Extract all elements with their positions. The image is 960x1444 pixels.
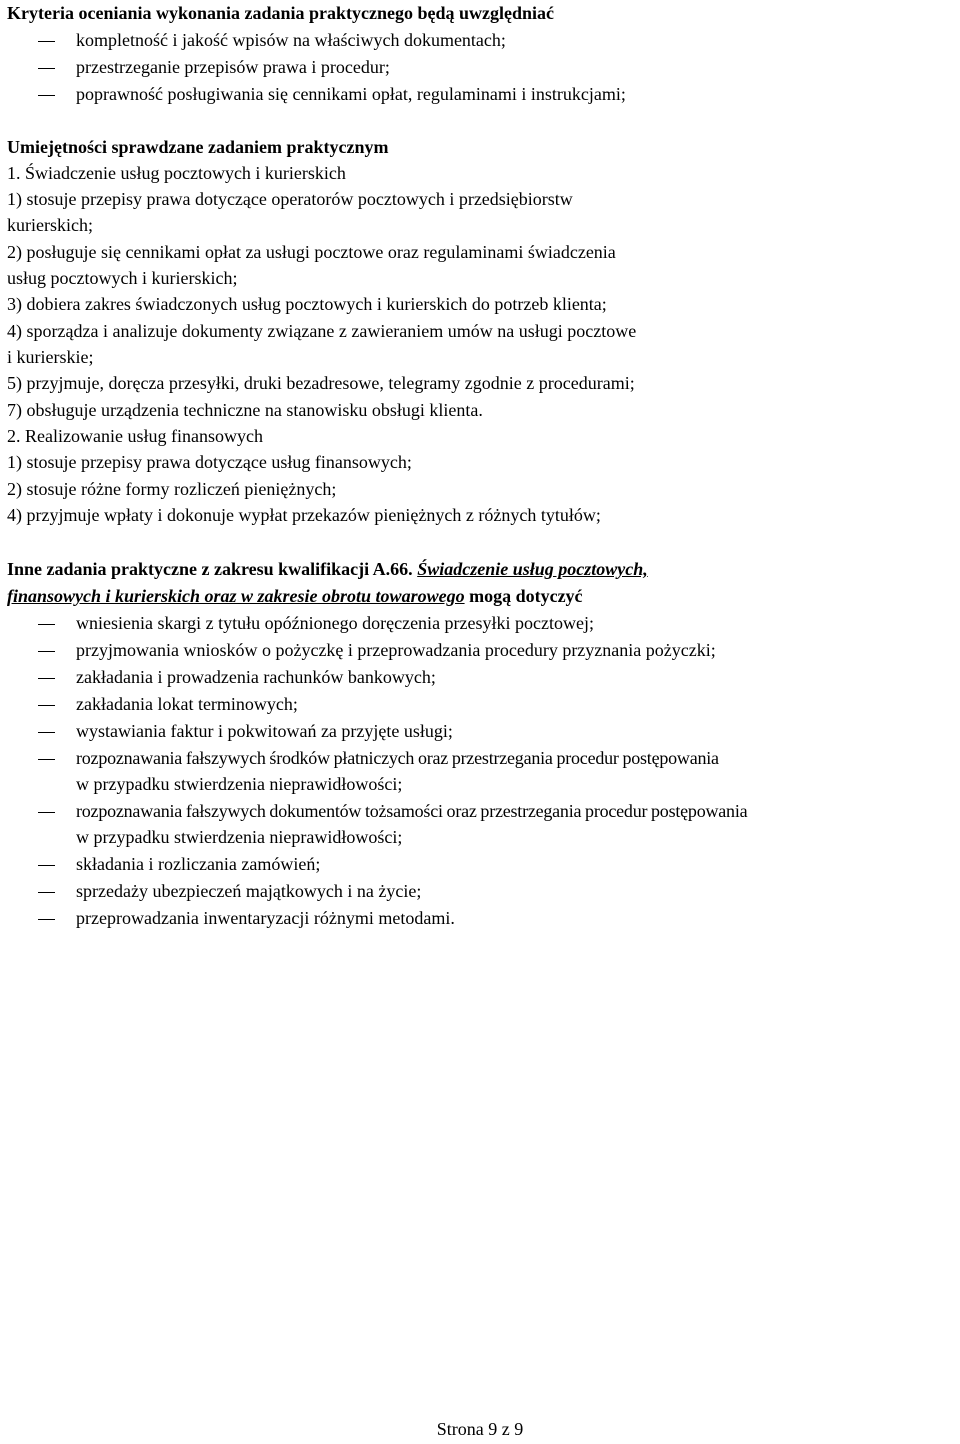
other-item: wystawiania faktur i pokwitowań za przyjęte usługi;	[76, 721, 453, 741]
dash-bullet	[38, 705, 55, 706]
skills-line: i kurierskie;	[7, 347, 94, 367]
other-item: zakładania lokat terminowych;	[76, 694, 298, 714]
other-heading-line	[7, 583, 583, 609]
other-item: zakładania i prowadzenia rachunków bankowych;	[76, 667, 436, 687]
criteria-heading: Kryteria oceniania wykonania zadania praktycznego będą uwzględniać	[7, 3, 555, 23]
skills-line: 2. Realizowanie usług finansowych	[7, 426, 263, 446]
other-item: przyjmowania wniosków o pożyczkę i przeprowadzania procedury przyznania pożyczki;	[76, 640, 716, 660]
skills-line: usług pocztowych i kurierskich;	[7, 268, 238, 288]
dash-bullet	[38, 678, 55, 679]
other-item: rozpoznawania fałszywych środków płatniczych oraz przestrzegania procedur postępowania	[76, 748, 719, 768]
dash-bullet	[38, 624, 55, 625]
dash-bullet	[38, 759, 55, 760]
other-item: przeprowadzania inwentaryzacji różnymi metodami.	[76, 908, 455, 928]
criteria-item: poprawność posługiwania się cennikami opłat, regulaminami i instrukcjami;	[76, 84, 626, 104]
dash-bullet	[38, 651, 55, 652]
dash-bullet	[38, 732, 55, 733]
other-item-continuation: w przypadku stwierdzenia nieprawidłowości;	[76, 827, 403, 847]
skills-line: 4) przyjmuje wpłaty i dokonuje wypłat przekazów pieniężnych z różnych tytułów;	[7, 505, 601, 525]
dash-bullet	[38, 95, 55, 96]
skills-line: 1) stosuje przepisy prawa dotyczące operatorów pocztowych i przedsiębiorstw	[7, 189, 573, 209]
skills-line: 7) obsługuje urządzenia techniczne na stanowisku obsługi klienta.	[7, 400, 483, 420]
skills-line: 2) stosuje różne formy rozliczeń pieniężnych;	[7, 479, 337, 499]
other-item-continuation: w przypadku stwierdzenia nieprawidłowości;	[76, 774, 403, 794]
other-item: sprzedaży ubezpieczeń majątkowych i na życie;	[76, 881, 422, 901]
skills-line: 1) stosuje przepisy prawa dotyczące usług finansowych;	[7, 452, 412, 472]
other-heading-italic: Świadczenie usług pocztowych,	[417, 559, 648, 579]
skills-line: kurierskich;	[7, 215, 93, 235]
skills-line: 1. Świadczenie usług pocztowych i kurierskich	[7, 163, 346, 183]
dash-bullet	[38, 892, 55, 893]
criteria-item: kompletność i jakość wpisów na właściwych dokumentach;	[76, 30, 506, 50]
dash-bullet	[38, 865, 55, 866]
skills-line: 2) posługuje się cennikami opłat za usługi pocztowe oraz regulaminami świadczenia	[7, 242, 616, 262]
skills-line: 3) dobiera zakres świadczonych usług pocztowych i kurierskich do potrzeb klienta;	[7, 294, 607, 314]
other-heading-italic: finansowych i kurierskich oraz w zakresie obrotu towarowego	[7, 586, 465, 606]
other-item: rozpoznawania fałszywych dokumentów tożsamości oraz przestrzegania procedur postępowania	[76, 801, 748, 821]
dash-bullet	[38, 812, 55, 813]
dash-bullet	[38, 41, 55, 42]
other-item: składania i rozliczania zamówień;	[76, 854, 321, 874]
skills-line: 5) przyjmuje, doręcza przesyłki, druki bezadresowe, telegramy zgodnie z procedurami;	[7, 373, 635, 393]
dash-bullet	[38, 68, 55, 69]
criteria-item: przestrzeganie przepisów prawa i procedur;	[76, 57, 390, 77]
other-item: wniesienia skargi z tytułu opóźnionego doręczenia przesyłki pocztowej;	[76, 613, 595, 633]
other-heading-bold: mogą dotyczyć	[469, 586, 583, 606]
dash-bullet	[38, 919, 55, 920]
other-heading-line	[7, 556, 648, 582]
other-heading-bold: Inne zadania praktyczne z zakresu kwalifikacji A.66.	[7, 559, 413, 579]
skills-heading: Umiejętności sprawdzane zadaniem praktycznym	[7, 137, 389, 157]
skills-line: 4) sporządza i analizuje dokumenty związane z zawieraniem umów na usługi pocztowe	[7, 321, 637, 341]
page-number-footer: Strona 9 z 9	[436, 1419, 524, 1439]
